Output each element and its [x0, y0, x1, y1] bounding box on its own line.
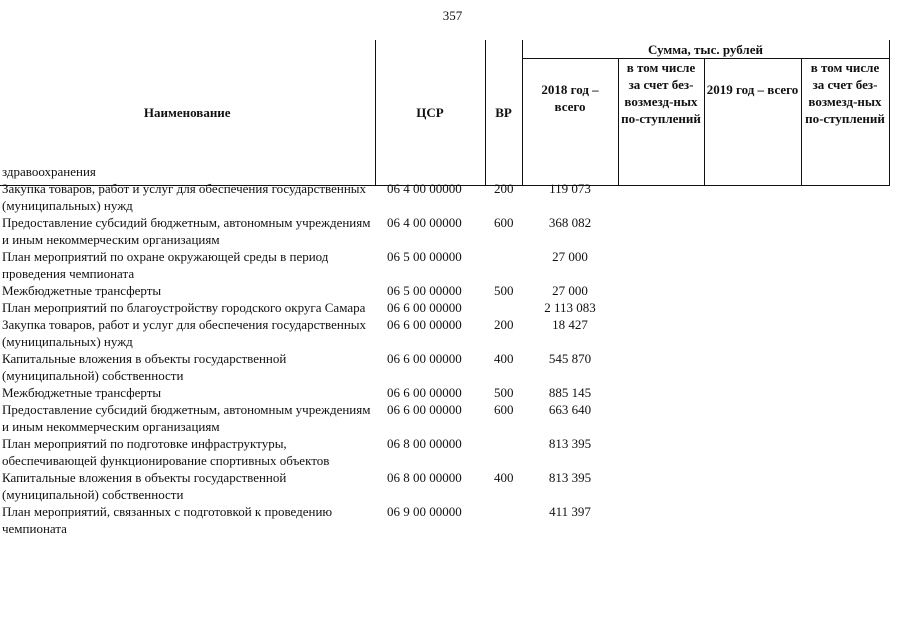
row-vr: 500	[494, 283, 514, 298]
table-row	[0, 384, 889, 401]
row-csr: 06 4 00 00000	[387, 181, 462, 196]
row-vr: 200	[494, 317, 514, 332]
header-2019-total: 2019 год – всего	[704, 59, 801, 186]
row-sum-2018: 813 395	[548, 436, 592, 451]
table-row	[0, 248, 889, 282]
page-number: 357	[442, 8, 463, 23]
table-row	[0, 299, 889, 316]
row-sum-2018: 2 113 083	[544, 300, 596, 315]
row-csr: 06 4 00 00000	[387, 215, 462, 230]
row-name: здравоохранения	[2, 164, 96, 179]
row-name: Предоставление субсидий бюджетным, автономным учреждениям и иным некоммерческим организациям	[2, 402, 371, 434]
table-row	[0, 503, 889, 537]
row-vr: 500	[494, 385, 514, 400]
row-sum-2018: 813 395	[548, 470, 592, 485]
row-vr: 400	[494, 470, 514, 485]
row-name: Капитальные вложения в объекты государственной (муниципальной) собственности	[2, 351, 287, 383]
table-row	[0, 282, 889, 299]
header-2018-total: 2018 год – всего	[522, 59, 618, 186]
row-name: Межбюджетные трансферты	[2, 385, 162, 400]
table-row	[0, 214, 889, 248]
row-name: План мероприятий по благоустройству городского округа Самара	[2, 300, 366, 315]
row-sum-2018: 663 640	[548, 402, 592, 417]
header-name: Наименование	[0, 40, 375, 186]
row-vr: 200	[494, 181, 514, 196]
row-sum-2018: 27 000	[552, 249, 588, 264]
header-2018-gratuitous: в том числе за счет без-возмезд-ных по-ступлений	[618, 59, 704, 186]
table-row	[0, 163, 889, 180]
header-sum-group: Сумма, тыс. рублей	[522, 40, 889, 59]
row-name: Межбюджетные трансферты	[2, 283, 162, 298]
row-sum-2018: 119 073	[549, 181, 591, 196]
row-name: План мероприятий по подготовке инфраструктуры, обеспечивающей функционирование спортивных объектов	[2, 436, 330, 468]
row-csr: 06 8 00 00000	[387, 436, 462, 451]
row-name: План мероприятий, связанных с подготовкой к проведению чемпионата	[2, 504, 333, 536]
table-row	[0, 350, 889, 384]
header-csr: ЦСР	[375, 40, 485, 186]
row-sum-2018: 18 427	[552, 317, 588, 332]
row-vr: 600	[494, 215, 514, 230]
table-row	[0, 401, 889, 435]
table-row	[0, 469, 889, 503]
row-csr: 06 8 00 00000	[387, 470, 462, 485]
row-name: План мероприятий по охране окружающей среды в период проведения чемпионата	[2, 249, 329, 281]
header-vr: ВР	[485, 40, 522, 186]
row-vr: 600	[494, 402, 514, 417]
row-csr: 06 6 00 00000	[387, 402, 462, 417]
row-csr: 06 5 00 00000	[387, 283, 462, 298]
row-sum-2018: 27 000	[552, 283, 588, 298]
table-row	[0, 316, 889, 350]
row-sum-2018: 545 870	[548, 351, 592, 366]
row-sum-2018: 885 145	[548, 385, 592, 400]
table-row	[0, 180, 889, 214]
row-csr: 06 6 00 00000	[387, 351, 462, 366]
row-sum-2018: 368 082	[548, 215, 592, 230]
row-name: Закупка товаров, работ и услуг для обеспечения государственных (муниципальных) нужд	[2, 317, 367, 349]
row-csr: 06 9 00 00000	[387, 504, 462, 519]
row-csr: 06 6 00 00000	[387, 385, 462, 400]
table-row	[0, 435, 889, 469]
row-name: Предоставление субсидий бюджетным, автономным учреждениям и иным некоммерческим организациям	[2, 215, 371, 247]
row-csr: 06 6 00 00000	[387, 300, 462, 315]
row-csr: 06 6 00 00000	[387, 317, 462, 332]
row-csr: 06 5 00 00000	[387, 249, 462, 264]
row-sum-2018: 411 397	[549, 504, 591, 519]
row-vr: 400	[494, 351, 514, 366]
row-name: Капитальные вложения в объекты государственной (муниципальной) собственности	[2, 470, 287, 502]
row-name: Закупка товаров, работ и услуг для обеспечения государственных (муниципальных) нужд	[2, 181, 367, 213]
table-body	[0, 163, 889, 537]
header-2019-gratuitous: в том числе за счет без-возмезд-ных по-ступлений	[801, 59, 889, 186]
